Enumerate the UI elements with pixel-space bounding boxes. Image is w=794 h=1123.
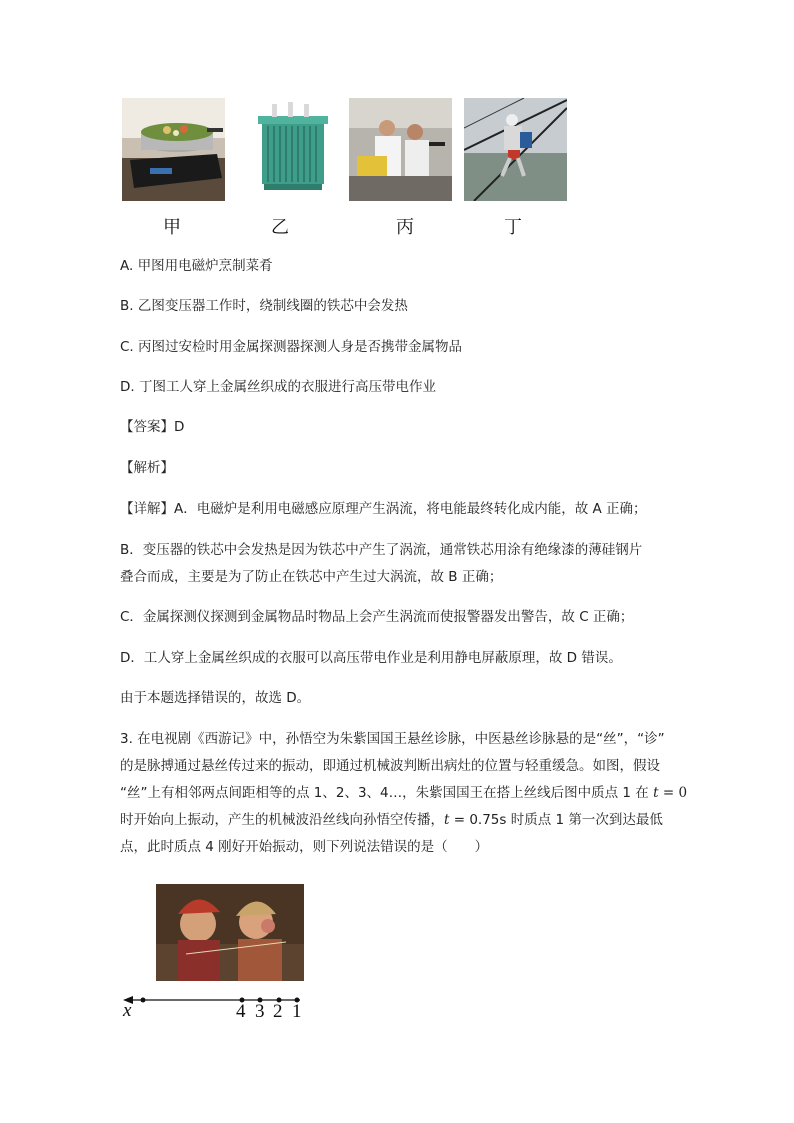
caption-yi: 乙 <box>271 217 289 238</box>
analysis-line: B．变压器的铁芯中会发热是因为铁芯中产生了涡流，通常铁芯用涂有绝缘漆的薄硅钢片 <box>120 542 643 558</box>
analysis-heading: 【解析】 <box>120 460 174 476</box>
axis-diagram <box>120 988 320 1028</box>
q3-line-1: 3. 在电视剧《西游记》中，孙悟空为朱紫国国王悬丝诊脉，中医悬丝诊脉悬的是“丝”，“诊” <box>120 731 665 747</box>
q3-line-4-text: 时开始向上振动，产生的机械波沿丝线向孙悟空传播， <box>120 812 444 828</box>
point-label-2: 2 <box>273 1001 283 1022</box>
option-b: B. 乙图变压器工作时，绕制线圈的铁芯中会发热 <box>120 298 408 314</box>
photo-journey-to-west <box>156 884 304 981</box>
axis-svg <box>120 988 320 1028</box>
option-a: A. 甲图用电磁炉烹制菜肴 <box>120 258 273 274</box>
q3-line-3-eq: = 0 <box>658 785 688 801</box>
axis-label-x: x <box>123 1000 132 1021</box>
analysis-line: 【详解】A．电磁炉是利用电磁感应原理产生涡流，将电能最终转化成内能，故 A 正确； <box>120 501 647 517</box>
option-d: D. 丁图工人穿上金属丝织成的衣服进行高压带电作业 <box>120 379 436 395</box>
var-t: t <box>653 785 659 801</box>
q3-line-3 <box>120 784 687 802</box>
analysis-line: D．工人穿上金属丝织成的衣服可以高压带电作业是利用静电屏蔽原理，故 D 错误。 <box>120 650 622 666</box>
axis-point-x <box>141 998 146 1003</box>
analysis-line: C．金属探测仪探测到金属物品时物品上会产生涡流而使报警器发出警告，故 C 正确； <box>120 609 634 625</box>
point-label-4: 4 <box>236 1001 246 1022</box>
var-t: t <box>444 812 450 828</box>
photo-induction-cooker <box>122 98 225 201</box>
answer: 【答案】D <box>120 419 185 435</box>
caption-jia: 甲 <box>163 217 181 238</box>
analysis-line: 叠合而成，主要是为了防止在铁芯中产生过大涡流，故 B 正确； <box>120 569 503 585</box>
caption-ding: 丁 <box>504 217 522 238</box>
q3-line-4-rest: = 0.75s 时质点 1 第一次到达最低 <box>449 812 663 828</box>
point-label-1: 1 <box>292 1001 302 1022</box>
photo-transformer <box>238 98 341 201</box>
q3-line-4 <box>120 811 663 829</box>
photo-security-check <box>349 98 452 201</box>
point-label-3: 3 <box>255 1001 265 1022</box>
photo-hv-worker <box>464 98 567 201</box>
q3-line-2: 的是脉搏通过悬丝传过来的振动，即通过机械波判断出病灶的位置与轻重缓急。如图，假设 <box>120 758 660 774</box>
analysis-line: 由于本题选择错误的，故选 D。 <box>120 690 311 706</box>
figure-photos <box>122 98 572 202</box>
option-c: C. 丙图过安检时用金属探测器探测人身是否携带金属物品 <box>120 339 463 355</box>
caption-bing: 丙 <box>396 217 414 238</box>
q3-line-5: 点，此时质点 4 刚好开始振动，则下列说法错误的是（ ） <box>120 839 489 855</box>
q3-line-3-text: “丝”上有相邻两点间距相等的点 1、2、3、4…，朱紫国国王在搭上丝线后图中质点 1 在 <box>120 785 654 801</box>
